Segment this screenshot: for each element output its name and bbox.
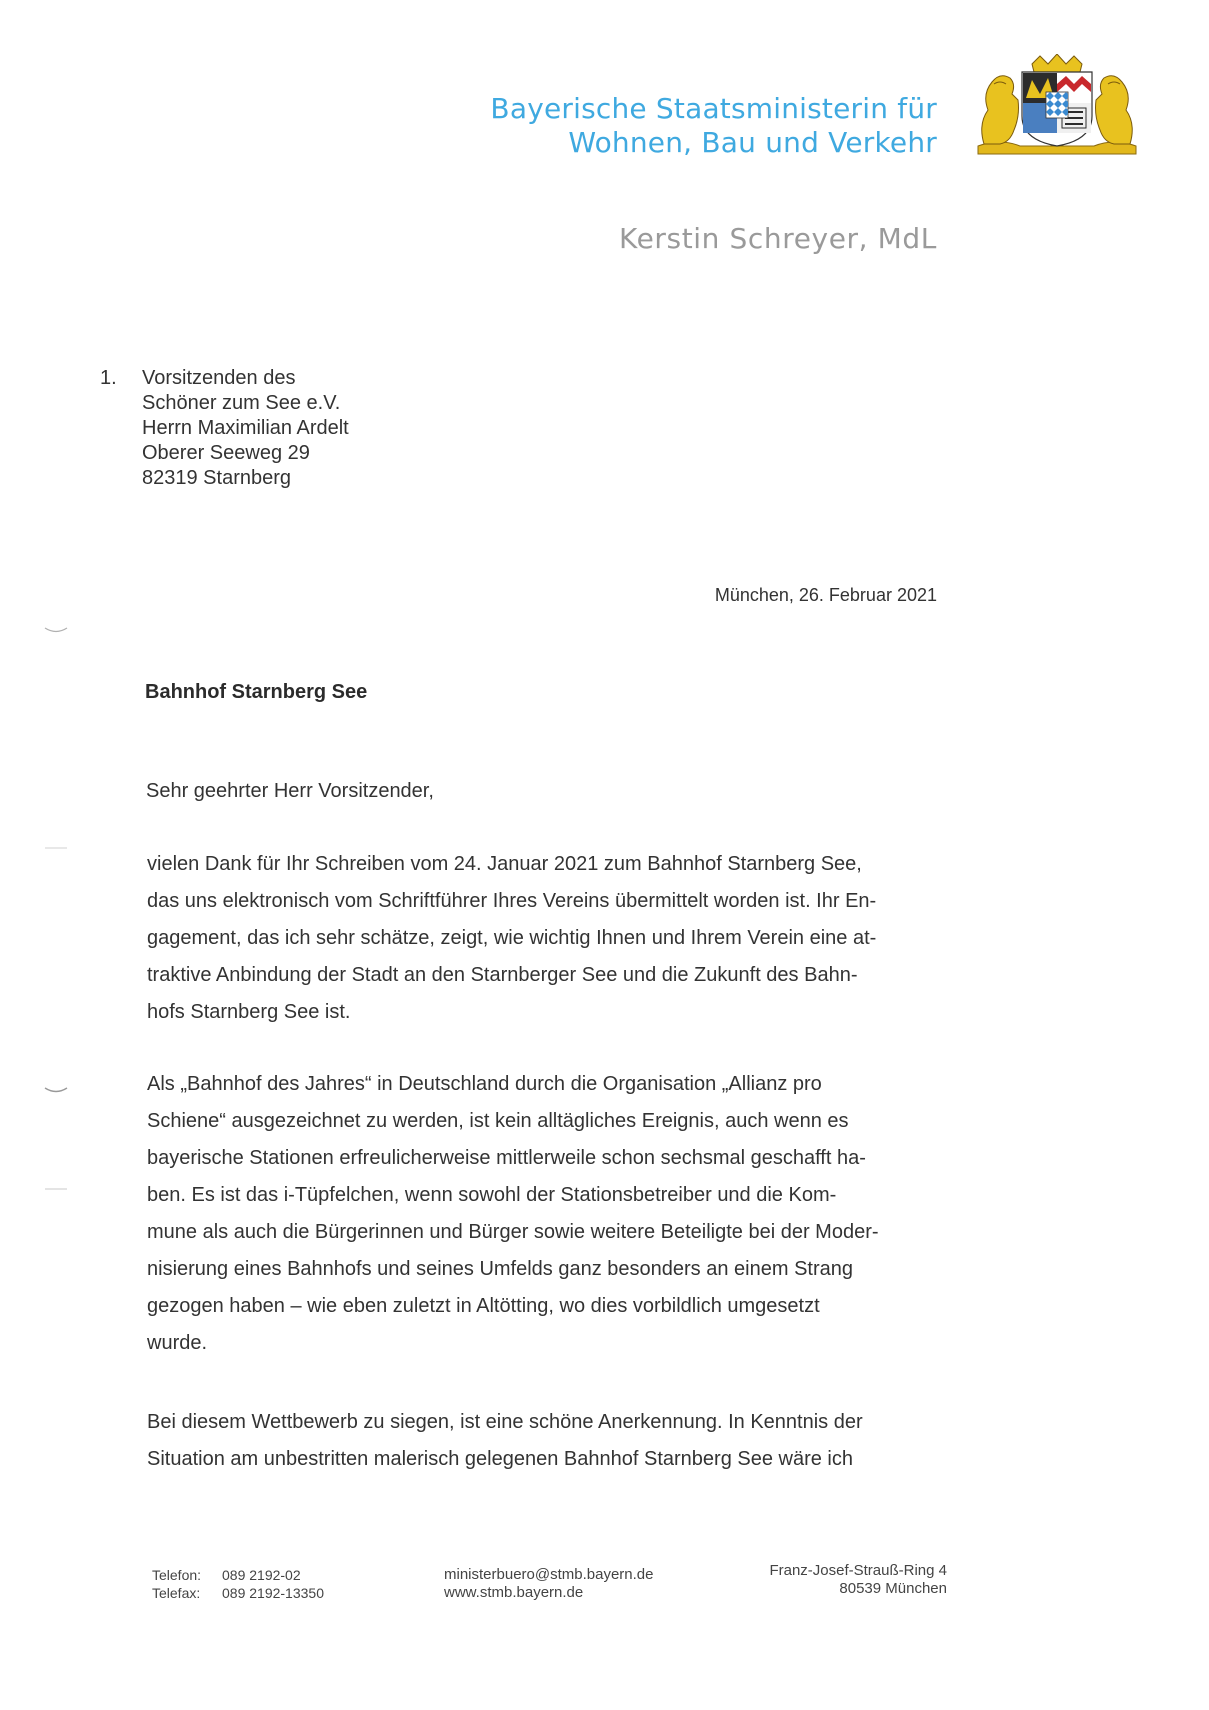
punch-mark-icon xyxy=(44,1086,68,1096)
letter-salutation: Sehr geehrter Herr Vorsitzender, xyxy=(146,780,434,802)
body-paragraph-2 xyxy=(147,1066,937,1362)
fold-mark-icon xyxy=(44,1186,68,1196)
body-line: hofs Starnberg See ist. xyxy=(147,1001,351,1023)
body-paragraph-3 xyxy=(147,1404,937,1478)
body-line: Situation am unbestritten malerisch gelegenen Bahnhof Starnberg See wäre ich xyxy=(147,1448,853,1470)
body-line: Bei diesem Wettbewerb zu siegen, ist eine schöne Anerkennung. In Kenntnis der xyxy=(147,1411,863,1433)
footer-contact-online xyxy=(444,1566,654,1602)
fold-mark-icon xyxy=(44,626,68,636)
fax-number: 089 2192-13350 xyxy=(222,1585,324,1601)
body-paragraph-1 xyxy=(147,846,937,1031)
recipient-line: 82319 Starnberg xyxy=(142,467,292,489)
letter-date: München, 26. Februar 2021 xyxy=(714,585,937,605)
bavarian-coat-of-arms-icon xyxy=(970,54,1144,158)
recipient-line: Schöner zum See e.V. xyxy=(142,392,341,414)
body-line: vielen Dank für Ihr Schreiben vom 24. Januar 2021 zum Bahnhof Starnberg See, xyxy=(147,853,862,875)
ministry-title-line2: Wohnen, Bau und Verkehr xyxy=(568,126,937,159)
minister-name: Kerstin Schreyer, MdL xyxy=(619,222,937,255)
body-line: Schiene“ ausgezeichnet zu werden, ist kein alltägliches Ereignis, auch wenn es xyxy=(147,1110,849,1132)
body-line: nisierung eines Bahnhofs und seines Umfelds ganz besonders an einem Strang xyxy=(147,1258,853,1280)
body-line: gezogen haben – wie eben zuletzt in Altötting, wo dies vorbildlich umgesetzt xyxy=(147,1295,820,1317)
recipient-number: 1. xyxy=(100,367,117,389)
recipient-line: Oberer Seeweg 29 xyxy=(142,442,310,464)
recipient-line: Vorsitzenden des xyxy=(142,367,296,389)
body-line: gagement, das ich sehr schätze, zeigt, wie wichtig Ihnen und Ihrem Verein eine at- xyxy=(147,927,877,949)
street-address: Franz-Josef-Strauß-Ring 4 xyxy=(769,1562,947,1579)
website-url: www.stmb.bayern.de xyxy=(444,1584,584,1601)
body-line: wurde. xyxy=(147,1332,208,1354)
ministry-title xyxy=(490,92,937,160)
email-address: ministerbuero@stmb.bayern.de xyxy=(444,1566,654,1583)
recipient-line: Herrn Maximilian Ardelt xyxy=(142,417,349,439)
body-line: bayerische Stationen erfreulicherweise mittlerweile schon sechsmal geschafft ha- xyxy=(147,1147,866,1169)
body-line: Als „Bahnhof des Jahres“ in Deutschland durch die Organisation „Allianz pro xyxy=(147,1073,822,1095)
body-line: das uns elektronisch vom Schriftführer Ihres Vereins übermittelt worden ist. Ihr En- xyxy=(147,890,877,912)
phone-label: Telefon: xyxy=(152,1567,202,1583)
letter-subject: Bahnhof Starnberg See xyxy=(145,681,368,703)
footer-contact-phone xyxy=(152,1566,324,1602)
fax-label: Telefax: xyxy=(152,1585,201,1601)
ministry-title-line1: Bayerische Staatsministerin für xyxy=(490,92,937,125)
fold-mark-icon xyxy=(44,845,68,855)
body-line: traktive Anbindung der Stadt an den Starnberger See und die Zukunft des Bahn- xyxy=(147,964,858,986)
phone-number: 089 2192-02 xyxy=(222,1567,301,1583)
city-address: 80539 München xyxy=(839,1580,947,1597)
body-line: ben. Es ist das i-Tüpfelchen, wenn sowohl der Stationsbetreiber und die Kom- xyxy=(147,1184,837,1206)
body-line: mune als auch die Bürgerinnen und Bürger sowie weitere Beteiligte bei der Moder- xyxy=(147,1221,879,1243)
footer-address xyxy=(769,1562,947,1598)
